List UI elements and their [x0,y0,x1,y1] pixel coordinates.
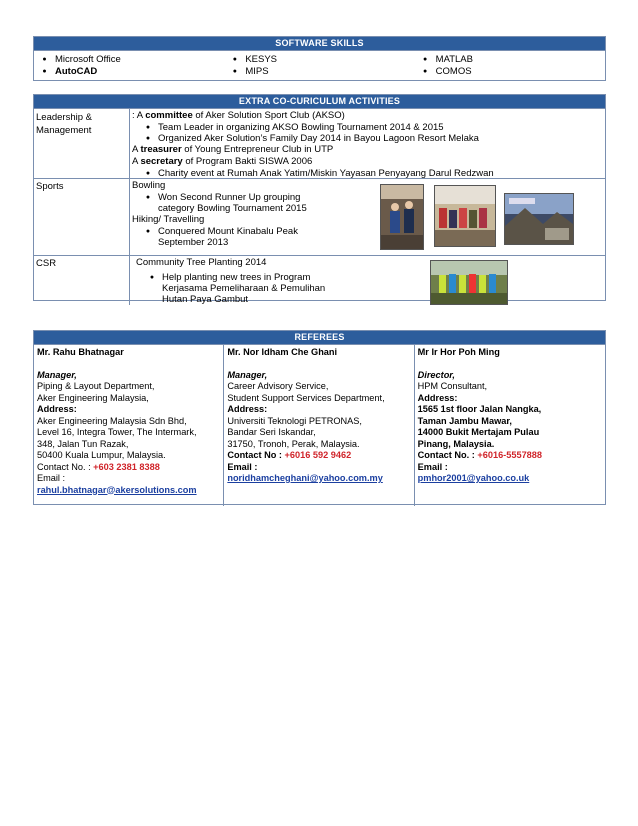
referee-name: Mr Ir Hor Poh Ming [417,347,500,357]
software-item: MATLAB [435,54,473,65]
bullet-icon: ● [145,194,151,201]
address-line: Aker Engineering Malaysia Sdn Bhd, [37,415,187,426]
referee-line: Career Advisory Service, [227,381,329,391]
software-item: AutoCAD [55,66,98,77]
referee-title: Manager, [37,369,77,380]
referee-line: HPM Consultant, [417,381,488,391]
referee-line: Aker Engineering Malaysia, [37,392,149,403]
address-line: Universiti Teknologi PETRONAS, [227,415,362,426]
sports-line-hiking: Hiking/ Travelling [132,214,205,225]
bullet-icon: ● [42,56,47,63]
software-column-1 [34,54,224,78]
csr-bullet: Help planting new trees in Program [162,272,311,283]
address-line: 31750, Tronoh, Perak, Malaysia. [227,438,360,449]
email-label: Email : [227,461,258,472]
bullet-icon: ● [145,124,151,131]
address-line: Bandar Seri Iskandar, [227,427,316,437]
csr-row [34,256,605,305]
referee-line: Student Support Services Department, [227,392,385,403]
tree-planting-photo [430,260,508,305]
sports-bullet: Won Second Runner Up grouping [158,192,301,203]
bullet-icon: ● [42,68,47,75]
address-line: Taman Jambu Mawar, [417,415,512,426]
csr-line: Community Tree Planting 2014 [136,257,267,268]
csr-bullet-cont: Kerjasama Pemeliharaan & Pemulihan [162,283,326,294]
sports-bullet-cont: September 2013 [158,237,229,248]
bullet-icon: ● [145,228,151,235]
email-label: Email : [417,461,448,472]
software-skills-section [33,36,606,81]
bullet-icon: ● [232,56,237,63]
sports-row [34,179,605,256]
address-line: 50400 Kuala Lumpur, Malaysia. [37,450,166,460]
bullet-icon: ● [145,135,151,142]
referee-1 [34,345,224,506]
bullet-icon: ● [423,56,428,63]
address-line: 1565 1st floor Jalan Nangka, [417,404,542,414]
extra-curricular-section [33,94,606,305]
bowling-photo [380,184,424,250]
contact-line: Contact No. : +603 2381 8388 [37,461,160,472]
leadership-line-2: A treasurer of Young Entrepreneur Club in UTP [132,144,334,155]
contact-number: +603 2381 8388 [93,461,160,472]
software-item: COMOS [435,66,472,77]
contact-number: +6016-5557888 [477,450,543,460]
bullet-icon: ● [232,68,237,75]
sports-bullet: Conquered Mount Kinabalu Peak [158,226,298,237]
leadership-line-3: A secretary of Program Bakti SISWA 2006 [132,156,313,167]
email-link[interactable]: pmhor2001@yahoo.co.uk [417,473,530,483]
bullet-icon: ● [145,170,151,177]
referee-name: Mr. Rahu Bhatnagar [37,347,124,357]
software-skills-header: SOFTWARE SKILLS [34,37,605,51]
email-label: Email : [37,473,66,483]
address-line: Level 16, Integra Tower, The Intermark, [37,427,197,437]
sports-line-bowling: Bowling [132,180,166,191]
software-item: MIPS [245,66,269,77]
sports-label: Sports [34,179,130,255]
leadership-line-1: : A committee of Aker Solution Sport Club (AKSO) [132,110,345,121]
leadership-bullet: Charity event at Rumah Anak Yatim/Miskin Yayasan Penyayang Darul Redzwan [158,168,494,179]
software-item: Microsoft Office [55,54,121,65]
software-column-3 [415,54,605,78]
referee-3 [415,345,605,506]
address-label: Address: [227,404,268,414]
leadership-row [34,109,605,179]
referee-line: Piping & Layout Department, [37,381,155,391]
referee-title: Manager, [227,369,268,380]
sports-bullet-cont: category Bowling Tournament 2015 [158,203,307,214]
extra-curricular-header: EXTRA CO-CURICULUM ACTIVITIES [34,95,605,109]
software-column-2 [224,54,414,78]
bullet-icon: ● [423,68,428,75]
address-line: 348, Jalan Tun Razak, [37,438,129,449]
referee-name: Mr. Nor Idham Che Ghani [227,347,338,357]
kinabalu-photo [504,193,574,245]
address-label: Address: [37,404,77,414]
contact-number: +6016 592 9462 [284,450,352,460]
address-line: 14000 Bukit Mertajam Pulau [417,427,540,437]
referees-header: REFEREES [34,331,605,345]
leadership-label: Leadership & Management [34,109,130,178]
csr-label: CSR [34,256,130,305]
bowling-group-photo [434,185,496,247]
bullet-icon: ● [149,274,155,281]
contact-line: Contact No : +6016 592 9462 [227,450,352,460]
referee-2 [224,345,414,506]
contact-line: Contact No. : +6016-5557888 [417,450,543,460]
referees-section [33,330,606,505]
leadership-bullet: Team Leader in organizing AKSO Bowling Tournament 2014 & 2015 [158,122,444,133]
software-item: KESYS [245,54,278,65]
csr-bullet-cont: Hutan Paya Gambut [162,294,249,305]
address-line: Pinang, Malaysia. [417,438,495,449]
leadership-bullet: Organized Aker Solution’s Family Day 2014 in Bayou Lagoon Resort Melaka [158,133,479,144]
address-label: Address: [417,392,458,403]
email-link[interactable]: noridhamcheghani@yahoo.com.my [227,473,383,483]
referee-title: Director, [417,369,455,380]
email-link[interactable]: rahul.bhatnagar@akersolutions.com [37,484,197,495]
